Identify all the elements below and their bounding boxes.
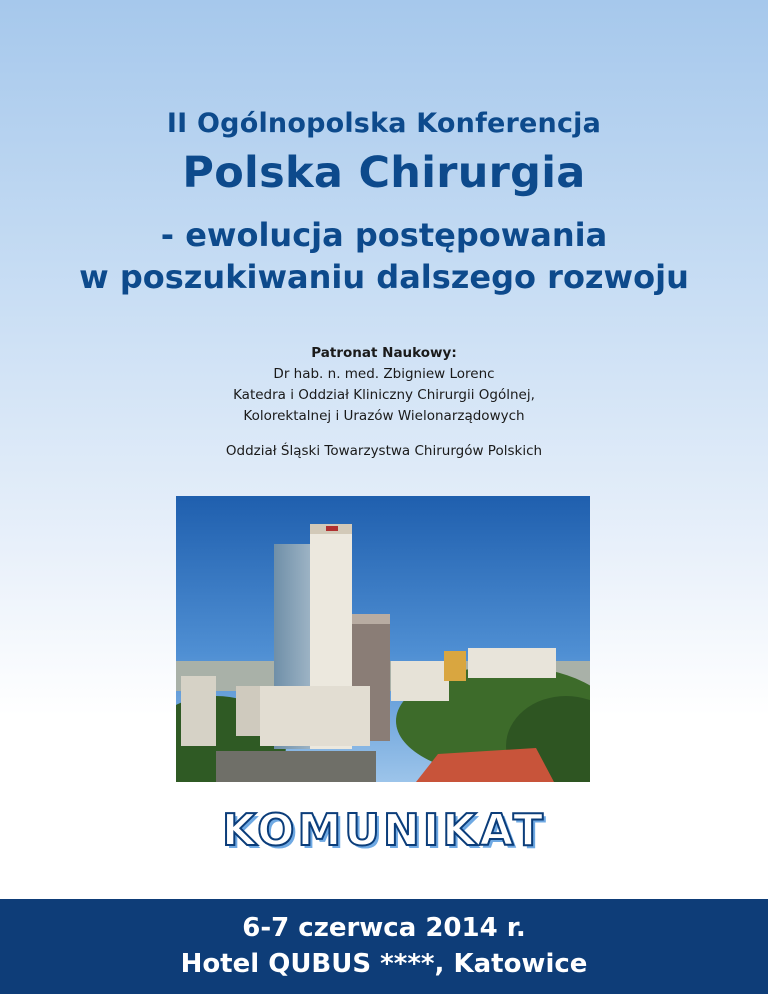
patronage-division: Oddział Śląski Towarzystwa Chirurgów Polskich xyxy=(225,443,543,459)
event-venue: Hotel QUBUS ****, Katowice xyxy=(180,949,588,979)
patronage-department-line2: Kolorektalnej i Urazów Wielonarządowych xyxy=(243,408,525,424)
patronage-department-line1: Katedra i Oddział Kliniczny Chirurgii Ogólnej, xyxy=(233,387,535,403)
conference-subtitle-line2: w poszukiwaniu dalszego rozwoju xyxy=(79,258,689,296)
patronage-person: Dr hab. n. med. Zbigniew Lorenc xyxy=(273,366,495,382)
conference-subtitle-line1: - ewolucja postępowania xyxy=(160,216,608,254)
patronage-block xyxy=(0,343,768,427)
hotel-photo xyxy=(176,496,590,782)
patronage-heading: Patronat Naukowy: xyxy=(311,345,457,361)
announcement-title: KOMUNIKAT xyxy=(222,805,546,856)
event-dates: 6-7 czerwca 2014 r. xyxy=(242,913,526,943)
conference-title: Polska Chirurgia xyxy=(182,148,586,198)
conference-edition: II Ogólnopolska Konferencja xyxy=(166,108,602,139)
footer-banner xyxy=(0,899,768,994)
